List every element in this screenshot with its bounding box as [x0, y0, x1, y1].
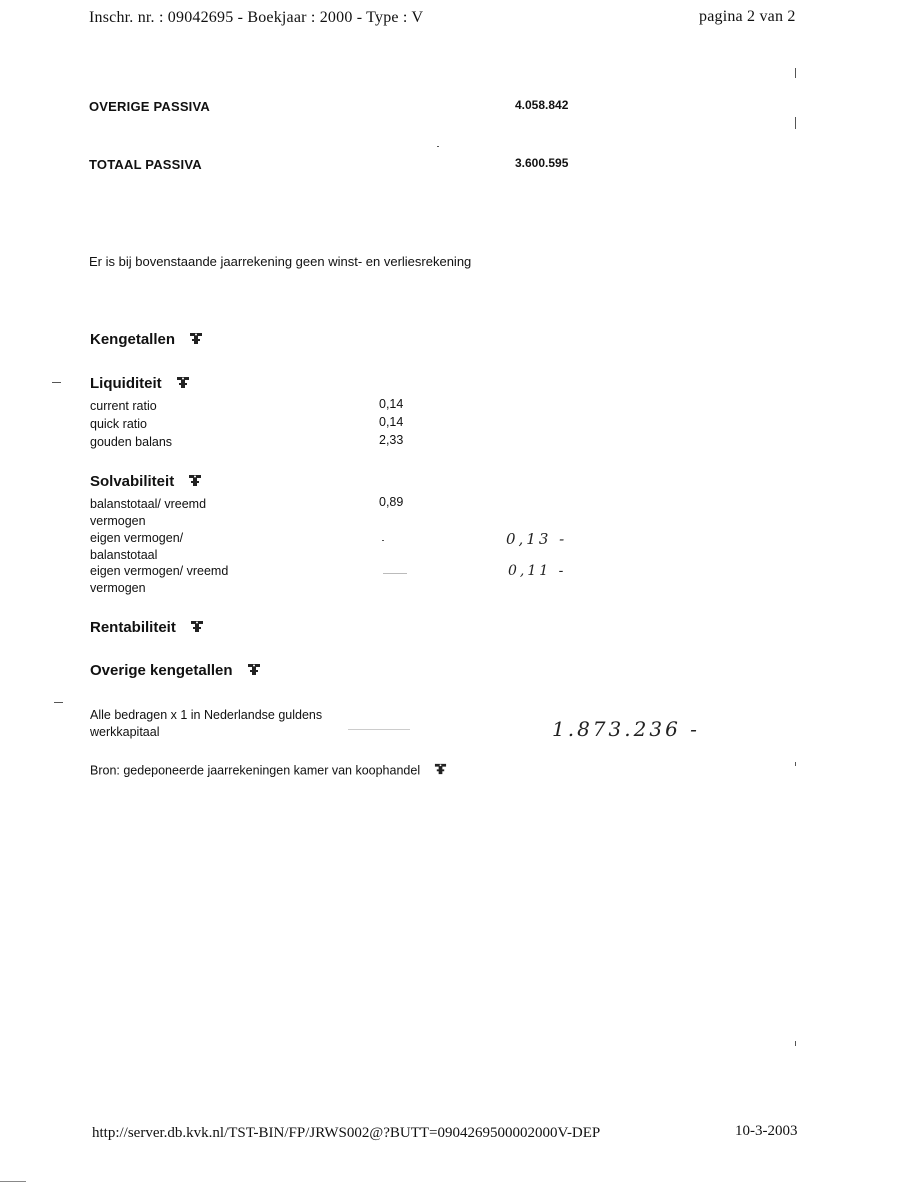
ratio-label-line: vermogen [90, 581, 146, 595]
ratio-value: 0,14 [379, 397, 404, 411]
ratio-label [90, 563, 228, 597]
liquiditeit-title: Liquiditeit [90, 375, 162, 392]
werkkapitaal-label: werkkapitaal [90, 725, 160, 739]
scan-mark [382, 540, 384, 541]
solvabiliteit-title: Solvabiliteit [90, 473, 175, 490]
scan-mark [437, 146, 439, 147]
ratio-value: 2,33 [379, 433, 404, 447]
scan-mark [795, 762, 796, 766]
kengetallen-title: Kengetallen [90, 331, 176, 348]
page-number: pagina 2 van 2 [699, 8, 796, 25]
scan-mark [54, 702, 63, 703]
ratio-label-line: eigen vermogen/ vreemd [90, 564, 229, 578]
overige-kengetallen-heading [90, 662, 261, 680]
werkkapitaal-handwritten: 1.873.236 - [552, 717, 700, 741]
ratio-label-line: vermogen [90, 514, 146, 528]
kengetallen-heading [90, 331, 203, 349]
totaal-passiva-value: 3.600.595 [515, 156, 569, 170]
ratio-label [90, 496, 206, 530]
ratio-label: current ratio [90, 399, 157, 413]
ratio-value: 0,89 [379, 495, 404, 509]
scan-mark [348, 729, 410, 730]
rentabiliteit-title: Rentabiliteit [90, 619, 176, 636]
ratio-label [90, 530, 183, 564]
ratio-label: gouden balans [90, 435, 173, 449]
currency-note: Alle bedragen x 1 in Nederlandse guldens [90, 708, 323, 722]
scan-mark [383, 573, 407, 574]
overige-passiva-label: OVERIGE PASSIVA [89, 99, 210, 114]
totaal-passiva-label: TOTAAL PASSIVA [89, 157, 202, 172]
ratio-label-line: eigen vermogen/ [90, 531, 184, 545]
scan-mark [52, 382, 61, 383]
info-tree-icon[interactable] [247, 662, 261, 680]
scan-mark [795, 68, 796, 78]
source-line [90, 762, 447, 780]
ratio-value: 0,14 [379, 415, 404, 429]
footer-url[interactable]: http://server.db.kvk.nl/TST-BIN/FP/JRWS002@?BUTT=0904269500002000V-DEP [92, 1125, 601, 1141]
overige-kengetallen-title: Overige kengetallen [90, 662, 233, 679]
solvabiliteit-heading [90, 473, 202, 491]
scan-mark [795, 1041, 796, 1046]
info-tree-icon[interactable] [190, 619, 204, 637]
liquiditeit-heading [90, 375, 190, 393]
no-profit-loss-note: Er is bij bovenstaande jaarrekening geen winst- en verliesrekening [89, 254, 472, 269]
rentabiliteit-heading [90, 619, 204, 637]
info-tree-icon[interactable] [189, 331, 203, 349]
handwritten-value: 0,11 - [508, 563, 567, 579]
document-header-meta: Inschr. nr. : 09042695 - Boekjaar : 2000 - Type : V [89, 9, 424, 26]
source-text: Bron: gedeponeerde jaarrekeningen kamer van koophandel [90, 763, 421, 778]
scan-mark [0, 1181, 26, 1182]
handwritten-value: 0,13 - [506, 530, 568, 548]
overige-passiva-value: 4.058.842 [515, 98, 569, 112]
footer-date: 10-3-2003 [735, 1123, 798, 1139]
info-tree-icon[interactable] [188, 473, 202, 491]
scan-mark [795, 117, 796, 129]
ratio-label-line: balanstotaal [90, 548, 158, 562]
info-tree-icon[interactable] [176, 375, 190, 393]
ratio-label: quick ratio [90, 417, 147, 431]
info-tree-icon[interactable] [434, 762, 447, 780]
ratio-label-line: balanstotaal/ vreemd [90, 497, 207, 511]
